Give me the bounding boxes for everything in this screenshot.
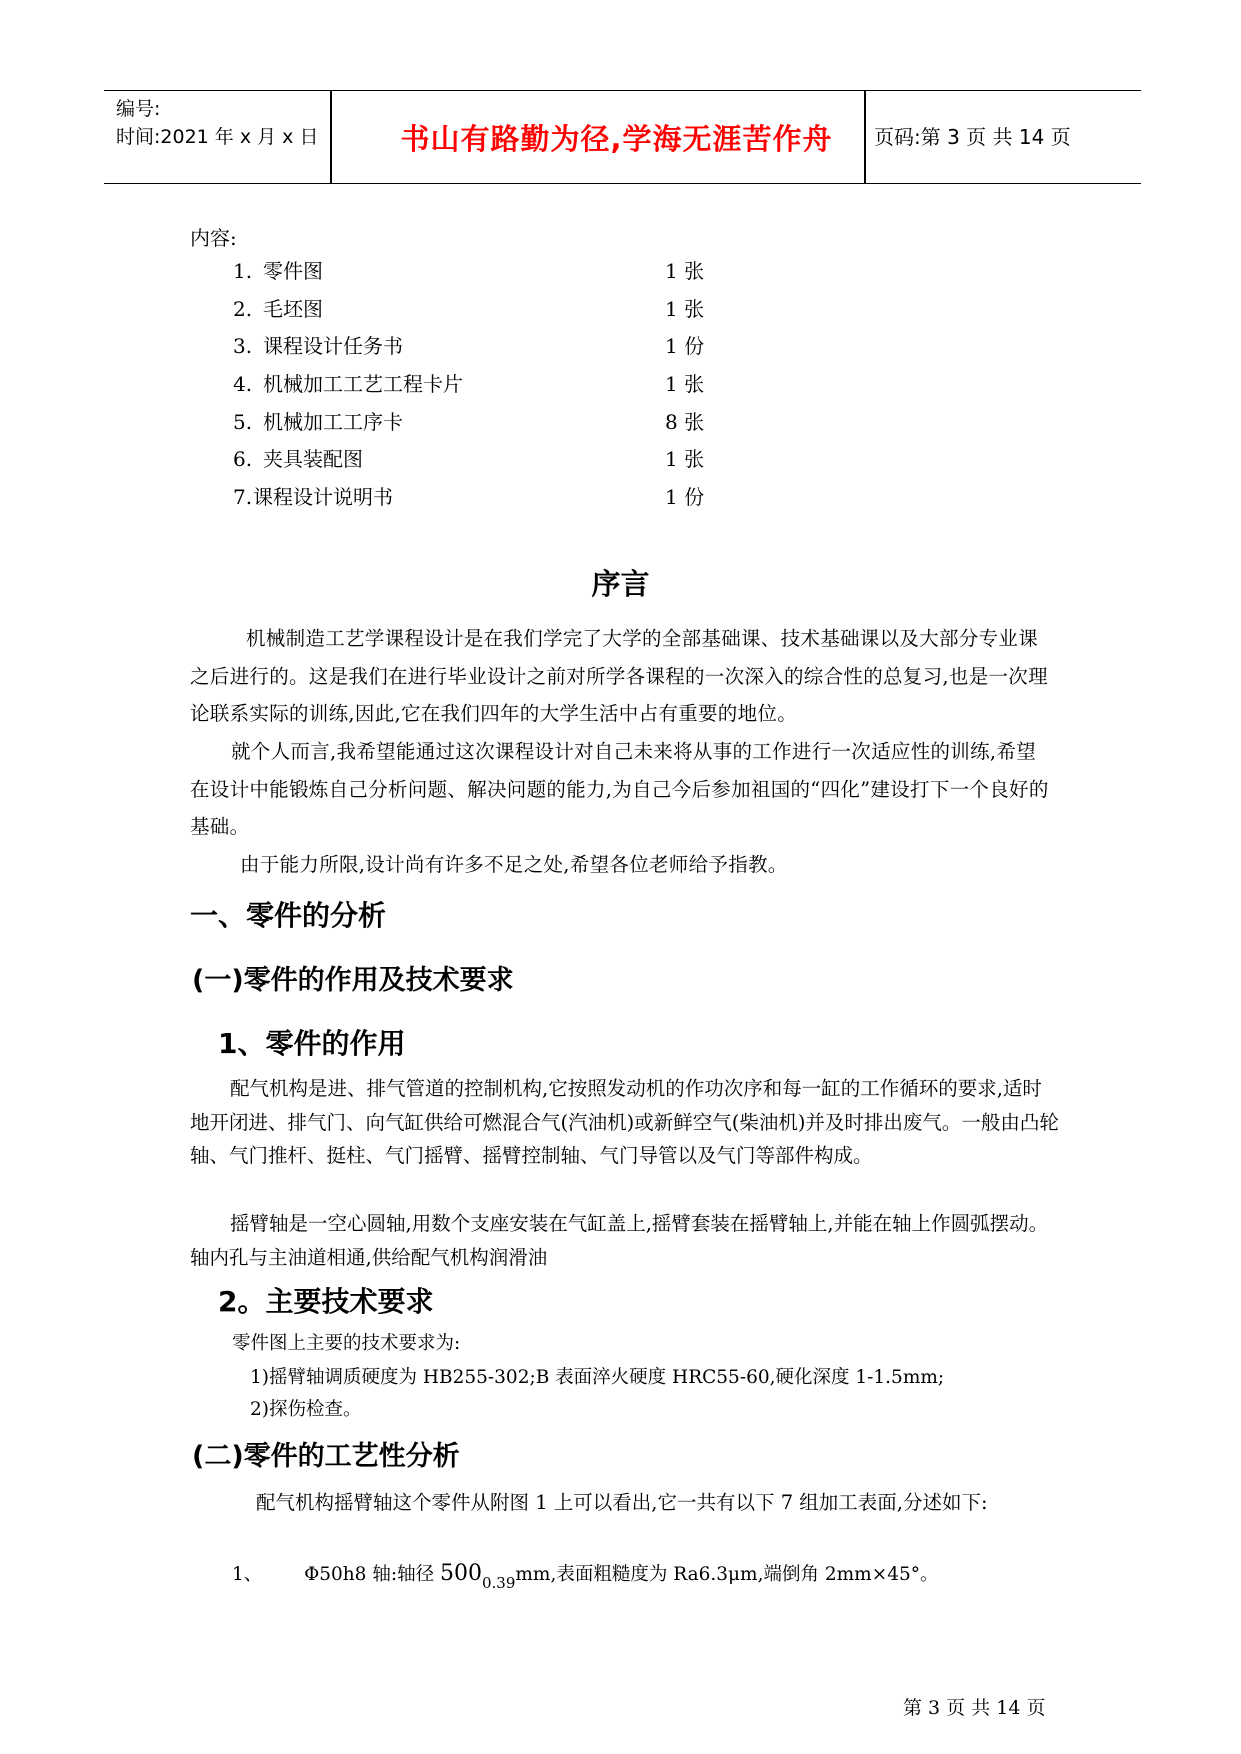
page-header [104,90,1141,184]
item-quantity: 1 张 [665,447,705,472]
item-number: 4. [233,372,253,397]
item-label: 夹具装配图 [263,447,363,472]
role-paragraph-1: 配气机构是进、排气管道的控制机构,它按照发动机的作功次序和每一缸的工作循环的要求,适时地开闭进、排气门、向气缸供给可燃混合气(汽油机)或新鲜空气(柴油机)并及时排出废气。一般由凸轮轴、气门推杆、挺柱、气门摇臂、摇臂控制轴、气门导管以及气门等部件构成。 [190,1077,1059,1167]
item-number: 7. [233,485,253,510]
item-text-b: mm,表面粗糙度为 Ra6.3μm,端倒角 2mm×45°。 [515,1564,939,1585]
contents-list [233,256,753,520]
serial-label: 编号: [116,98,161,120]
requirement-item-1: 1)摇臂轴调质硬度为 HB255-302;B 表面淬火硬度 HRC55-60,硬化深度 1-1.5mm; [250,1367,945,1388]
list-item [233,444,753,482]
list-item [233,407,753,445]
header-divider-right [864,91,866,183]
role-paragraph-2: 摇臂轴是一空心圆轴,用数个支座安装在气缸盖上,摇臂套装在摇臂轴上,并能在轴上作圆弧摆动。轴内孔与主油道相通,供给配气机构润滑油 [190,1212,1049,1269]
item-label: 机械加工工艺工程卡片 [263,372,463,397]
item-number: 6. [233,447,253,472]
item-number: 1. [233,259,253,283]
time-label: 时间:2021 年 x 月 x 日 [116,126,319,148]
process-paragraph: 配气机构摇臂轴这个零件从附图 1 上可以看出,它一共有以下 7 组加工表面,分述如下: [256,1491,988,1514]
list-item [233,482,753,520]
tolerance-upper: 0 [467,1561,482,1586]
item-number: 3. [233,334,253,359]
item-quantity: 8 张 [665,409,705,434]
item-quantity: 1 张 [665,372,705,397]
subsection-heading-role-requirements: (一)零件的作用及技术要求 [192,965,514,996]
contents-title: 内容: [190,226,237,250]
list-item [233,331,753,369]
header-left [116,95,366,151]
heading-main-requirements: 2。主要技术要求 [218,1285,434,1318]
item-number: 2. [233,296,253,321]
list-item [233,256,753,294]
item-number: 5. [233,409,253,434]
preface-title: 序言 [591,567,650,601]
list-item [233,294,753,332]
item-quantity: 1 张 [665,259,705,283]
surface-item-1 [232,1560,939,1592]
tolerance-lower: 0.39 [481,1574,516,1592]
item-label: 课程设计说明书 [253,485,393,510]
item-number: 1、 [232,1564,263,1585]
item-quantity: 1 份 [665,485,705,510]
page-footer: 第 3 页 共 14 页 [903,1697,1046,1719]
item-label: 机械加工工序卡 [263,409,403,434]
requirements-intro: 零件图上主要的技术要求为: [232,1333,461,1354]
header-page-label: 页码:第 3 页 共 14 页 [874,125,1071,149]
preface-paragraph-2: 就个人而言,我希望能通过这次课程设计对自己未来将从事的工作进行一次适应性的训练,希望在设计中能锻炼自己分析问题、解决问题的能力,为自己今后参加祖国的“四化”建设打下一个良好的基础。 [190,740,1049,838]
requirement-item-2: 2)探伤检查。 [250,1399,362,1420]
preface-paragraph-3: 由于能力所限,设计尚有许多不足之处,希望各位老师给予指教。 [240,853,788,876]
list-item [233,369,753,407]
item-text-a: Φ50h8 轴:轴径 [304,1564,435,1585]
item-quantity: 1 张 [665,296,705,321]
item-quantity: 1 份 [665,334,705,359]
subsection-heading-process-analysis: (二)零件的工艺性分析 [192,1441,460,1472]
diameter-value: 50 [439,1561,468,1586]
heading-part-role: 1、零件的作用 [218,1027,406,1060]
item-label: 课程设计任务书 [263,334,403,359]
header-divider-left [330,91,332,183]
preface-paragraph-1: 机械制造工艺学课程设计是在我们学完了大学的全部基础课、技术基础课以及大部分专业课之后进行的。这是我们在进行毕业设计之前对所学各课程的一次深入的综合性的总复习,也是一次理论联系实际的训练,因此,它在我们四年的大学生活中占有重要的地位。 [190,627,1048,725]
item-label: 毛坯图 [263,296,323,321]
item-label: 零件图 [263,259,323,283]
section-heading-part-analysis: 一、零件的分析 [190,899,387,932]
header-motto: 书山有路勤为径,学海无涯苦作舟 [400,122,833,156]
